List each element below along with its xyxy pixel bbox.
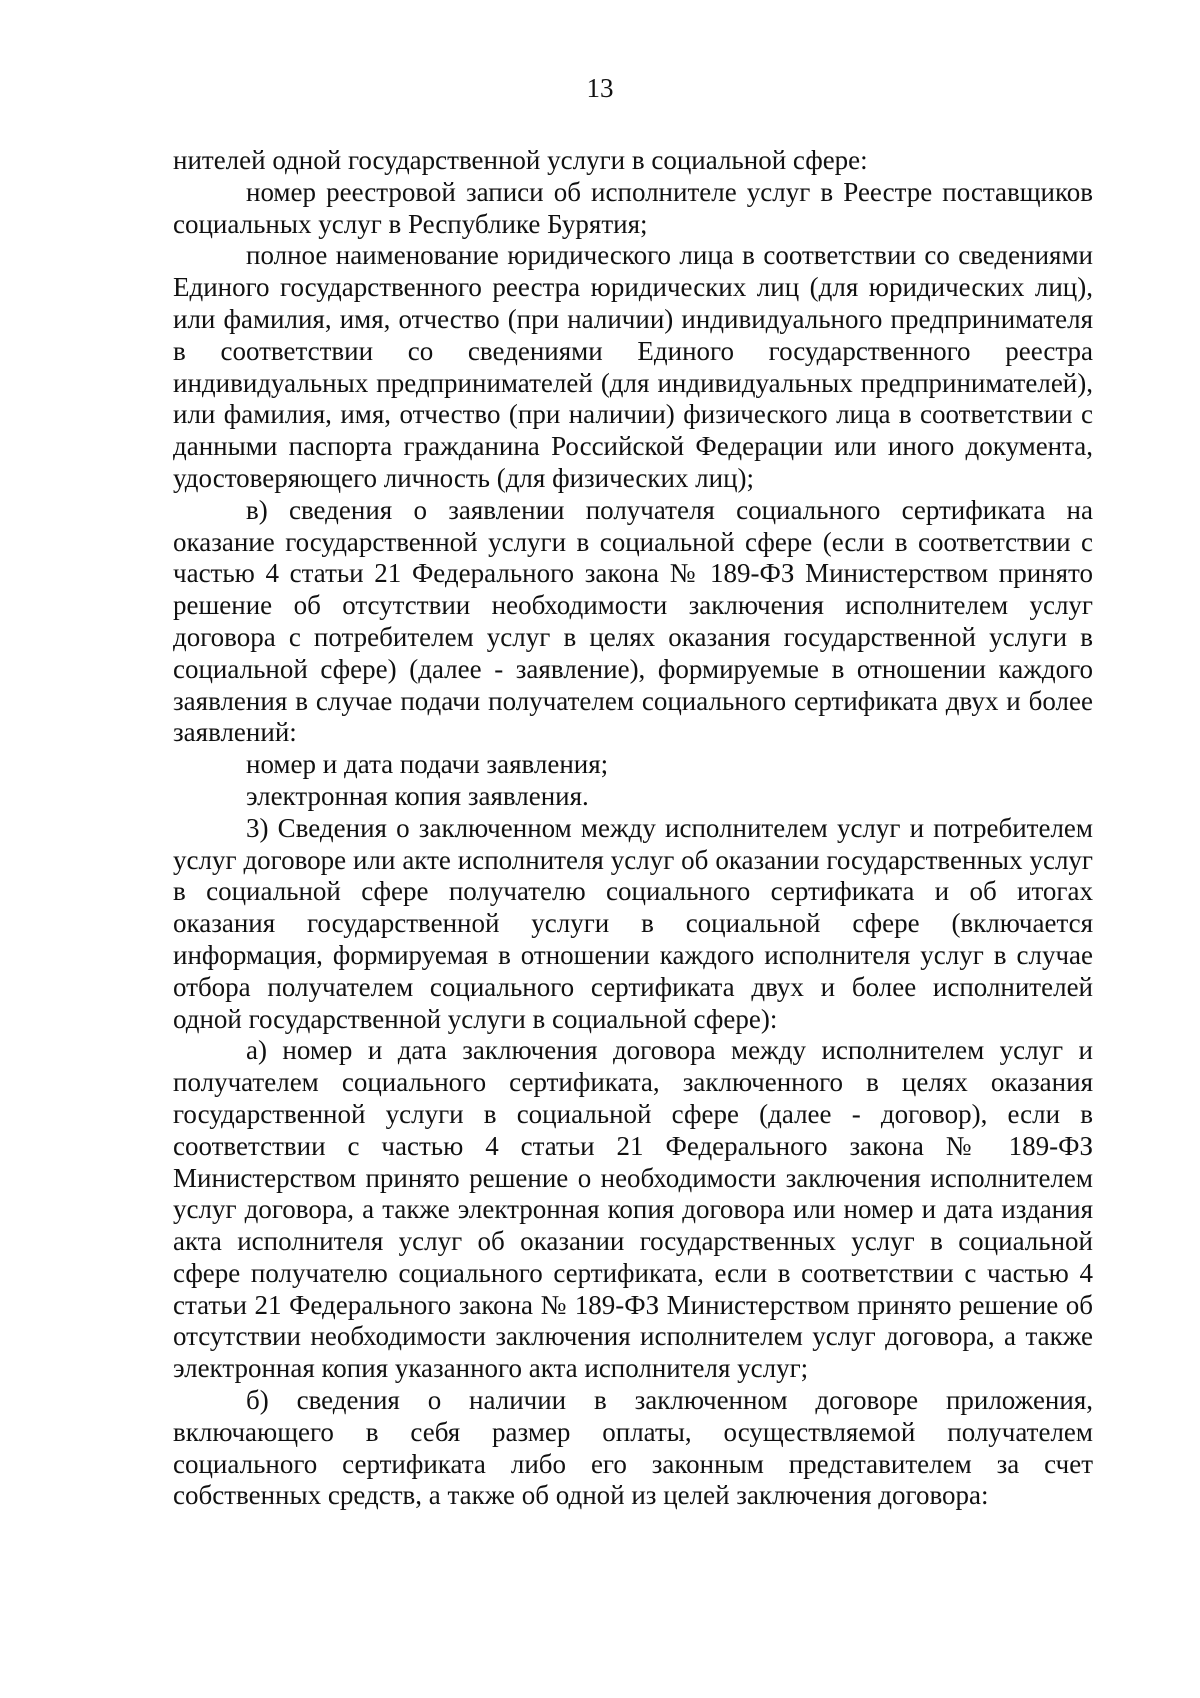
paragraph-application-copy: электронная копия заявления.: [246, 780, 589, 811]
paragraph-legal-name: полное наименование юридического лица в соответствии со сведениями Единого государственного реестра юридических лиц (для юридических лиц), или фамилия, имя, отчество (при наличии) индивидуального предпринимателя в соответствии со сведениями Единого государственного реестра индивидуальных предпринимателей (для индивидуальных предпринимателей), или фамилия, имя, отчество (при наличии) физического лица в соответствии с данными паспорта гражданина Российской Федерации или иного документа, удостоверяющего личность (для физических лиц);: [173, 240, 1093, 493]
paragraph-application-number-date: номер и дата подачи заявления;: [246, 749, 609, 780]
body-text: [173, 145, 1093, 1512]
paragraph-continuation: нителей одной государственной услуги в социальной сфере:: [173, 145, 868, 175]
paragraph-contract-info: 3) Сведения о заключенном между исполнителем услуг и потребителем услуг договоре или акте исполнителя услуг об оказании государственных услуг в социальной сфере получателю социального сертификата и об итогах оказания государственной услуги в социальной сфере (включается информация, формируемая в отношении каждого исполнителя услуг в случае отбора получателем социального сертификата двух и более исполнителей одной государственной услуги в социальной сфере):: [173, 812, 1093, 1034]
paragraph-registry-number: номер реестровой записи об исполнителе услуг в Реестре поставщиков социальных услуг в Республике Бурятия;: [173, 176, 1093, 239]
paragraph-application-info: в) сведения о заявлении получателя социального сертификата на оказание государственной услуги в социальной сфере (если в соответствии с частью 4 статьи 21 Федерального закона № 189-ФЗ Министерством принято решение об отсутствии необходимости заключения исполнителем услуг договора с потребителем услуг в целях оказания государственной услуги в социальной сфере) (далее - заявление), формируемые в отношении каждого заявления в случае подачи получателем социального сертификата двух и более заявлений:: [173, 494, 1093, 748]
page-number: 13: [586, 73, 614, 103]
paragraph-contract-number-date: а) номер и дата заключения договора между исполнителем услуг и получателем социального сертификата, заключенного в целях оказания государственной услуги в социальной сфере (далее - договор), если в соответствии с частью 4 статьи 21 Федерального закона № 189-ФЗ Министерством принято решение о необходимости заключения исполнителем услуг договора, а также электронная копия договора или номер и дата издания акта исполнителя услуг об оказании государственных услуг в социальной сфере получателю социального сертификата, если в соответствии с частью 4 статьи 21 Федерального закона № 189-ФЗ Министерством принято решение об отсутствии необходимости заключения исполнителем услуг договора, а также электронная копия указанного акта исполнителя услуг;: [173, 1035, 1093, 1384]
paragraph-contract-attachment: б) сведения о наличии в заключенном договоре приложения, включающего в себя размер оплаты, осуществляемой получателем социального сертификата либо его законным представителем за счет собственных средств, а также об одной из целей заключения договора:: [173, 1385, 1093, 1511]
